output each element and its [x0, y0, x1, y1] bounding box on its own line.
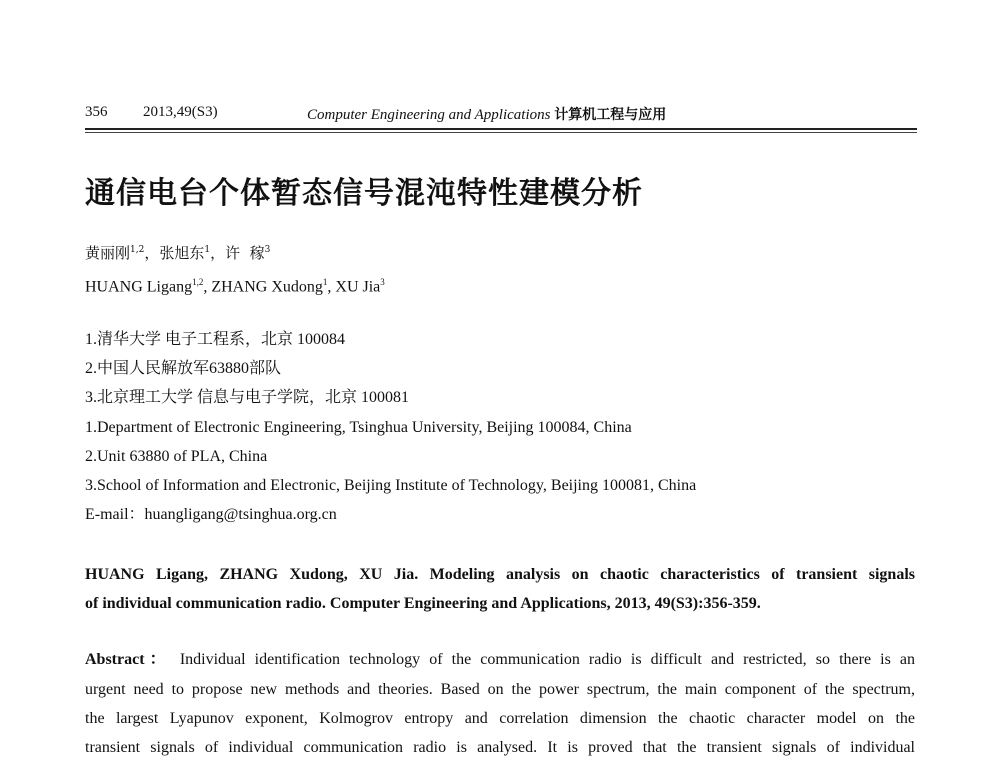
abstract-line: the largest Lyapunov exponent, Kolmogrov entropy and correlation dimension the chaotic character model on the — [85, 710, 915, 727]
abstract-line: urgent need to propose new methods and theories. Based on the power spectrum, the main component of the spectrum, — [85, 681, 915, 698]
citation-line: of individual communication radio. Computer Engineering and Applications, 2013, 49(S3):356-359. — [85, 595, 761, 612]
affiliation: 2.中国人民解放军63880部队 — [85, 360, 282, 377]
affiliation: 3.北京理工大学 信息与电子学院，北京 100081 — [85, 389, 410, 406]
citation-line: HUANG Ligang, ZHANG Xudong, XU Jia. Modeling analysis on chaotic characteristics of transient signals — [85, 566, 915, 583]
affiliation: 2.Unit 63880 of PLA, China — [85, 448, 268, 465]
affiliation: 3.School of Information and Electronic, Beijing Institute of Technology, Beijing 100081, China — [85, 477, 697, 494]
abstract-line: Abstract： Individual identification technology of the communication radio is difficult and restricted, so there is an — [85, 651, 916, 668]
affiliation: 1.Department of Electronic Engineering, Tsinghua University, Beijing 100084, China — [85, 419, 632, 436]
journal-name: Computer Engineering and Applications 计算机工程与应用 — [307, 107, 667, 123]
authors-cn: 黄丽刚$^{1,2}$，张旭东$^1$，许 稼$^3$ — [85, 244, 271, 262]
issue: 2013,49(S3) — [143, 104, 218, 120]
email: E-mail：huangligang@tsinghua.org.cn — [85, 506, 337, 523]
page-number: 356 — [85, 104, 108, 120]
header-rule-thin — [85, 132, 917, 133]
authors-en: HUANG Ligang$^{1,2}$, ZHANG Xudong$^1$, XU Jia$^3$ — [85, 277, 385, 296]
affiliation: 1.清华大学 电子工程系，北京 100084 — [85, 331, 346, 348]
abstract-line: transient signals of individual communication radio is analysed. It is proved that the transient signals of individual — [85, 739, 915, 756]
header-rule — [85, 128, 917, 130]
paper-title: 通信电台个体暂态信号混沌特性建模分析 — [85, 176, 643, 211]
